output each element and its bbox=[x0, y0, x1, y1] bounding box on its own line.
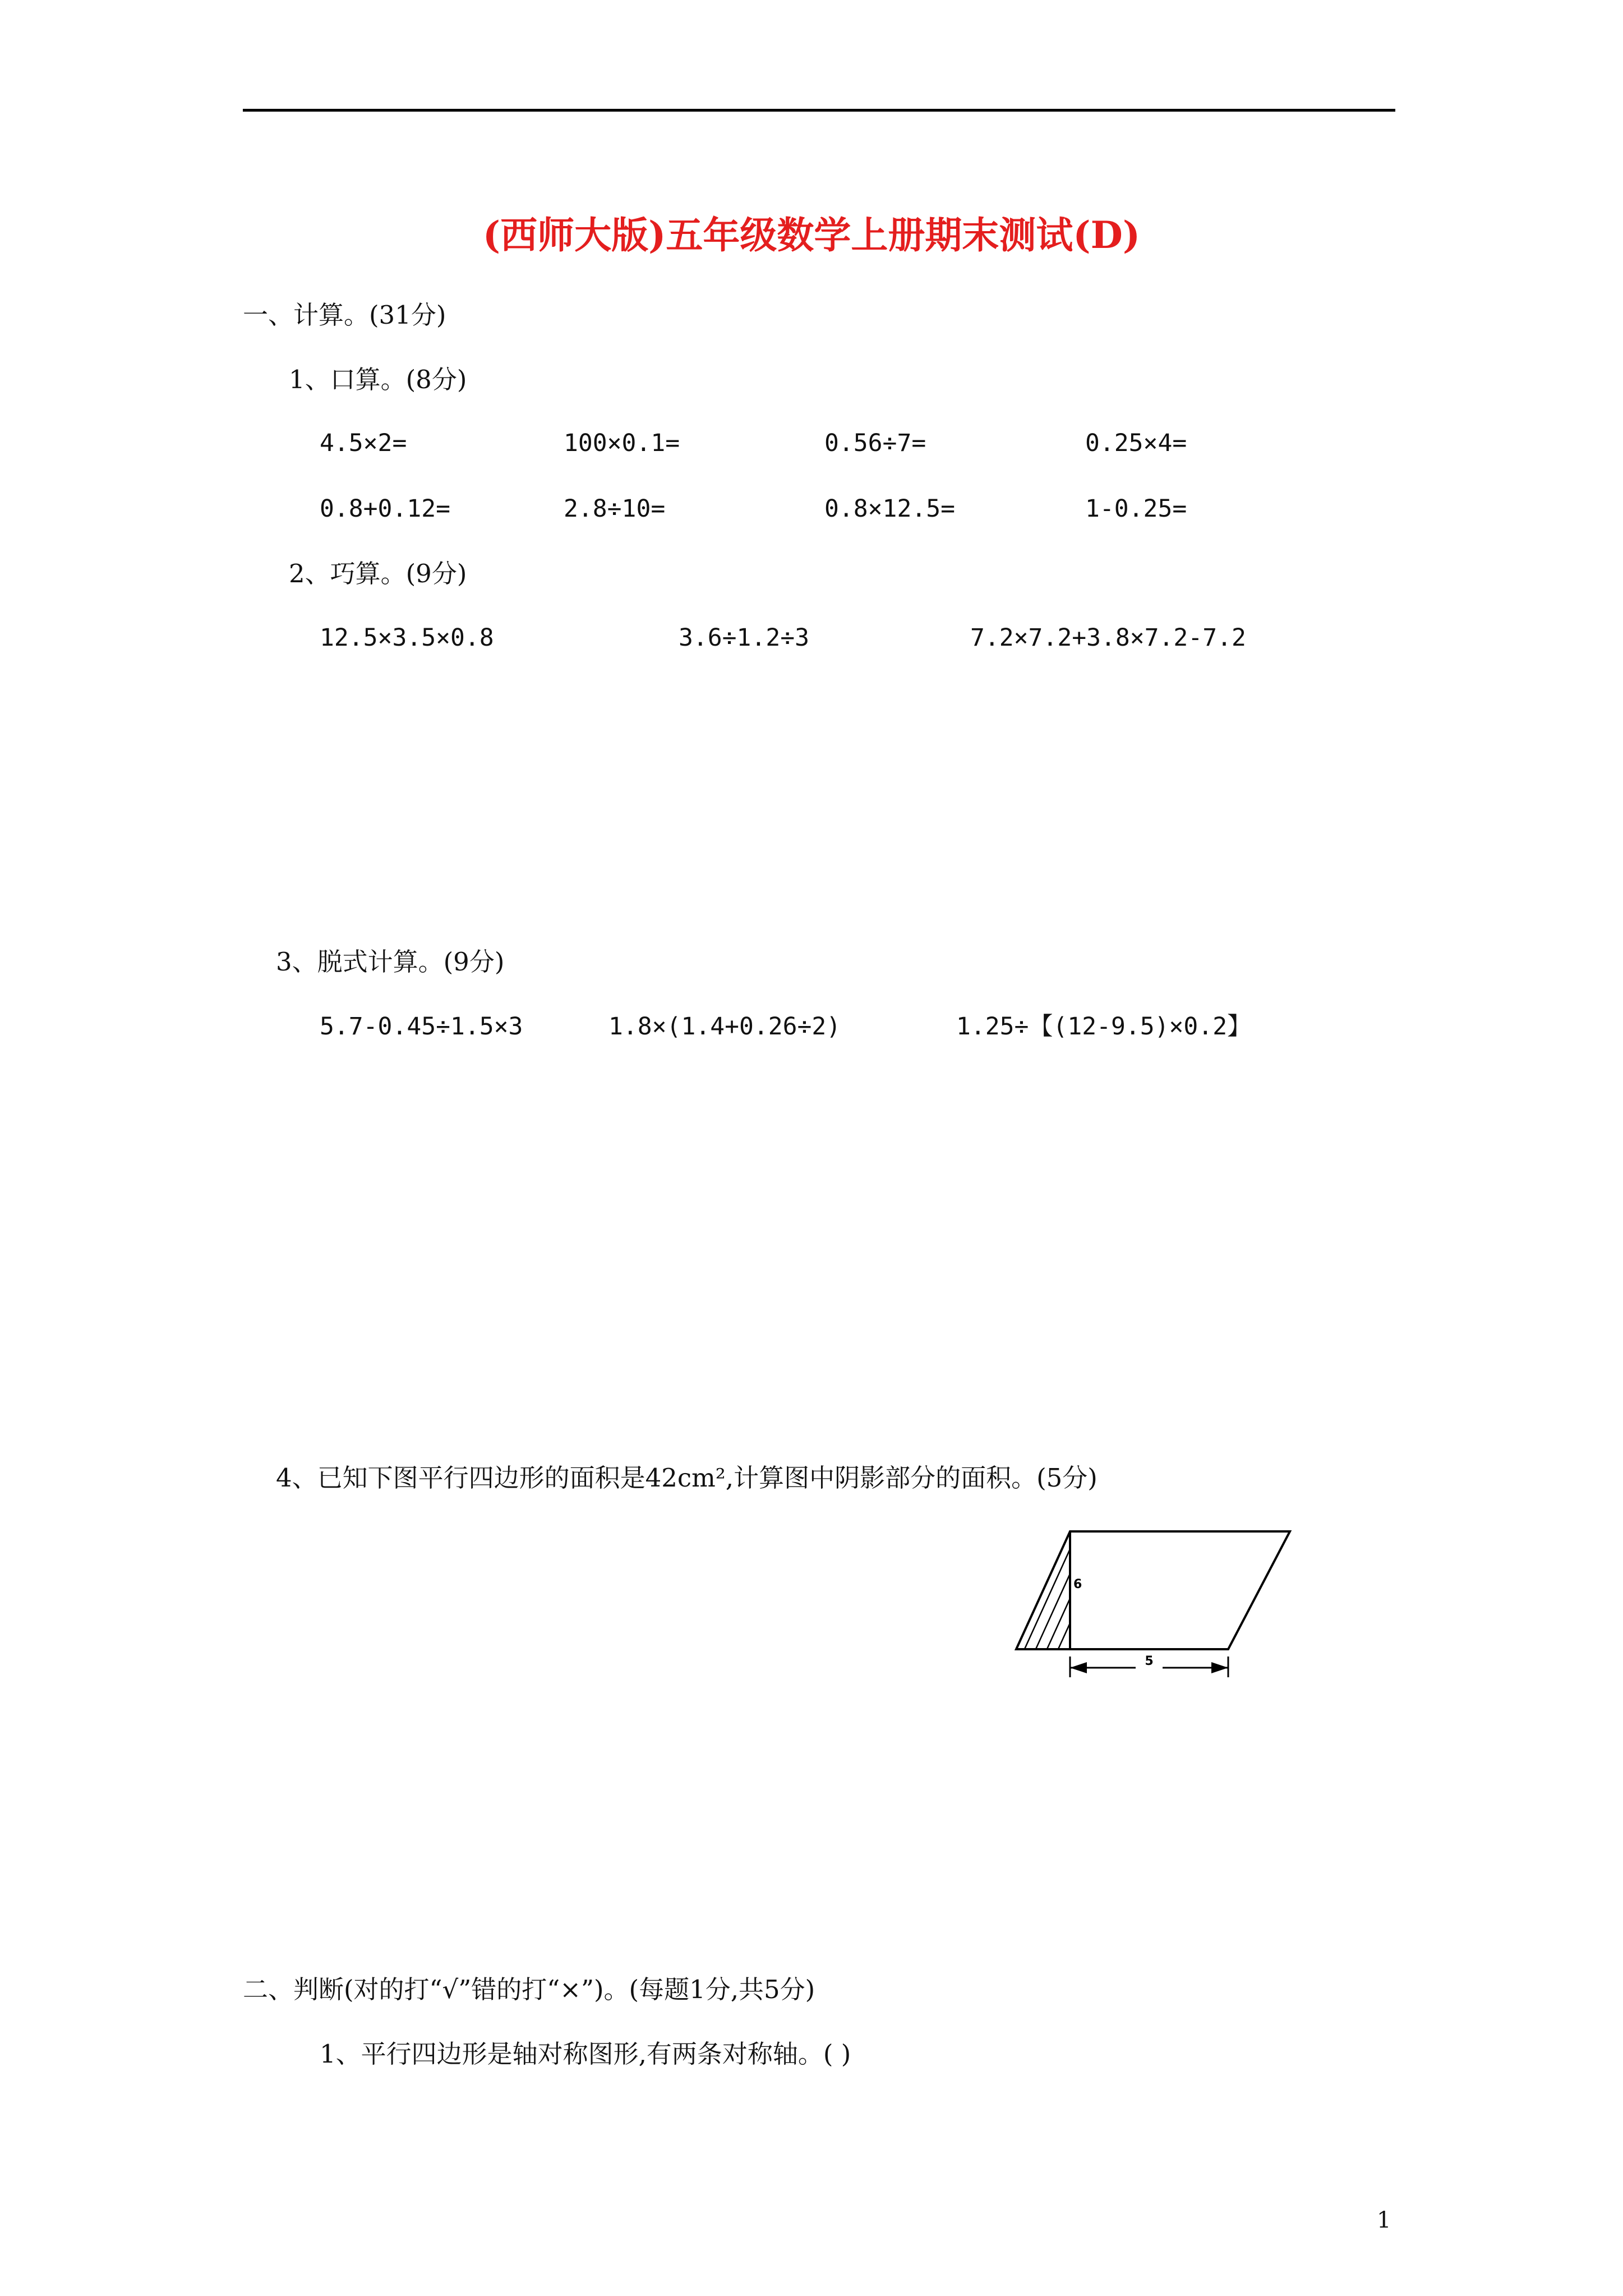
q3-item: 5.7-0.45÷1.5×3 bbox=[320, 1013, 523, 1041]
part1-heading: 一、计算。(31分) bbox=[243, 300, 446, 330]
arrow-left-icon bbox=[1070, 1662, 1087, 1673]
q2-heading: 2、巧算。(9分) bbox=[289, 559, 467, 588]
q2-item: 7.2×7.2+3.8×7.2-7.2 bbox=[970, 624, 1246, 652]
q2-item: 3.6÷1.2÷3 bbox=[679, 624, 809, 652]
height-label: 6 bbox=[1073, 1577, 1082, 1591]
judgement-item: 1、平行四边形是轴对称图形,有两条对称轴。( ) bbox=[320, 2039, 851, 2069]
q1-item: 2.8÷10= bbox=[564, 495, 666, 523]
q1-item: 4.5×2= bbox=[320, 429, 407, 457]
q3-item: 1.8×(1.4+0.26÷2) bbox=[608, 1013, 841, 1041]
q3-heading: 3、脱式计算。(9分) bbox=[276, 947, 505, 977]
page-title: (西师大版)五年级数学上册期末测试(D) bbox=[482, 213, 1141, 257]
base-label: 5 bbox=[1145, 1654, 1154, 1668]
page-number: 1 bbox=[1377, 2207, 1391, 2233]
q1-item: 0.8+0.12= bbox=[320, 495, 450, 523]
shaded-triangle bbox=[1009, 1534, 1122, 1658]
q2-item: 12.5×3.5×0.8 bbox=[320, 624, 494, 652]
parallelogram-figure bbox=[1009, 1523, 1301, 1691]
parallelogram-outline bbox=[1016, 1531, 1290, 1649]
part2-heading: 二、判断(对的打“√”错的打“×”)。(每题1分,共5分) bbox=[243, 1975, 815, 2004]
q1-item: 0.56÷7= bbox=[824, 429, 926, 457]
q1-item: 1-0.25= bbox=[1085, 495, 1187, 523]
arrow-right-icon bbox=[1211, 1662, 1228, 1673]
q1-item: 0.8×12.5= bbox=[824, 495, 955, 523]
header-rule bbox=[243, 109, 1395, 112]
q1-heading: 1、口算。(8分) bbox=[289, 365, 467, 394]
q1-item: 0.25×4= bbox=[1085, 429, 1187, 457]
q1-item: 100×0.1= bbox=[564, 429, 680, 457]
q3-item: 1.25÷【(12-9.5)×0.2】 bbox=[956, 1013, 1252, 1041]
q4-text: 4、已知下图平行四边形的面积是42cm²,计算图中阴影部分的面积。(5分) bbox=[276, 1463, 1098, 1493]
